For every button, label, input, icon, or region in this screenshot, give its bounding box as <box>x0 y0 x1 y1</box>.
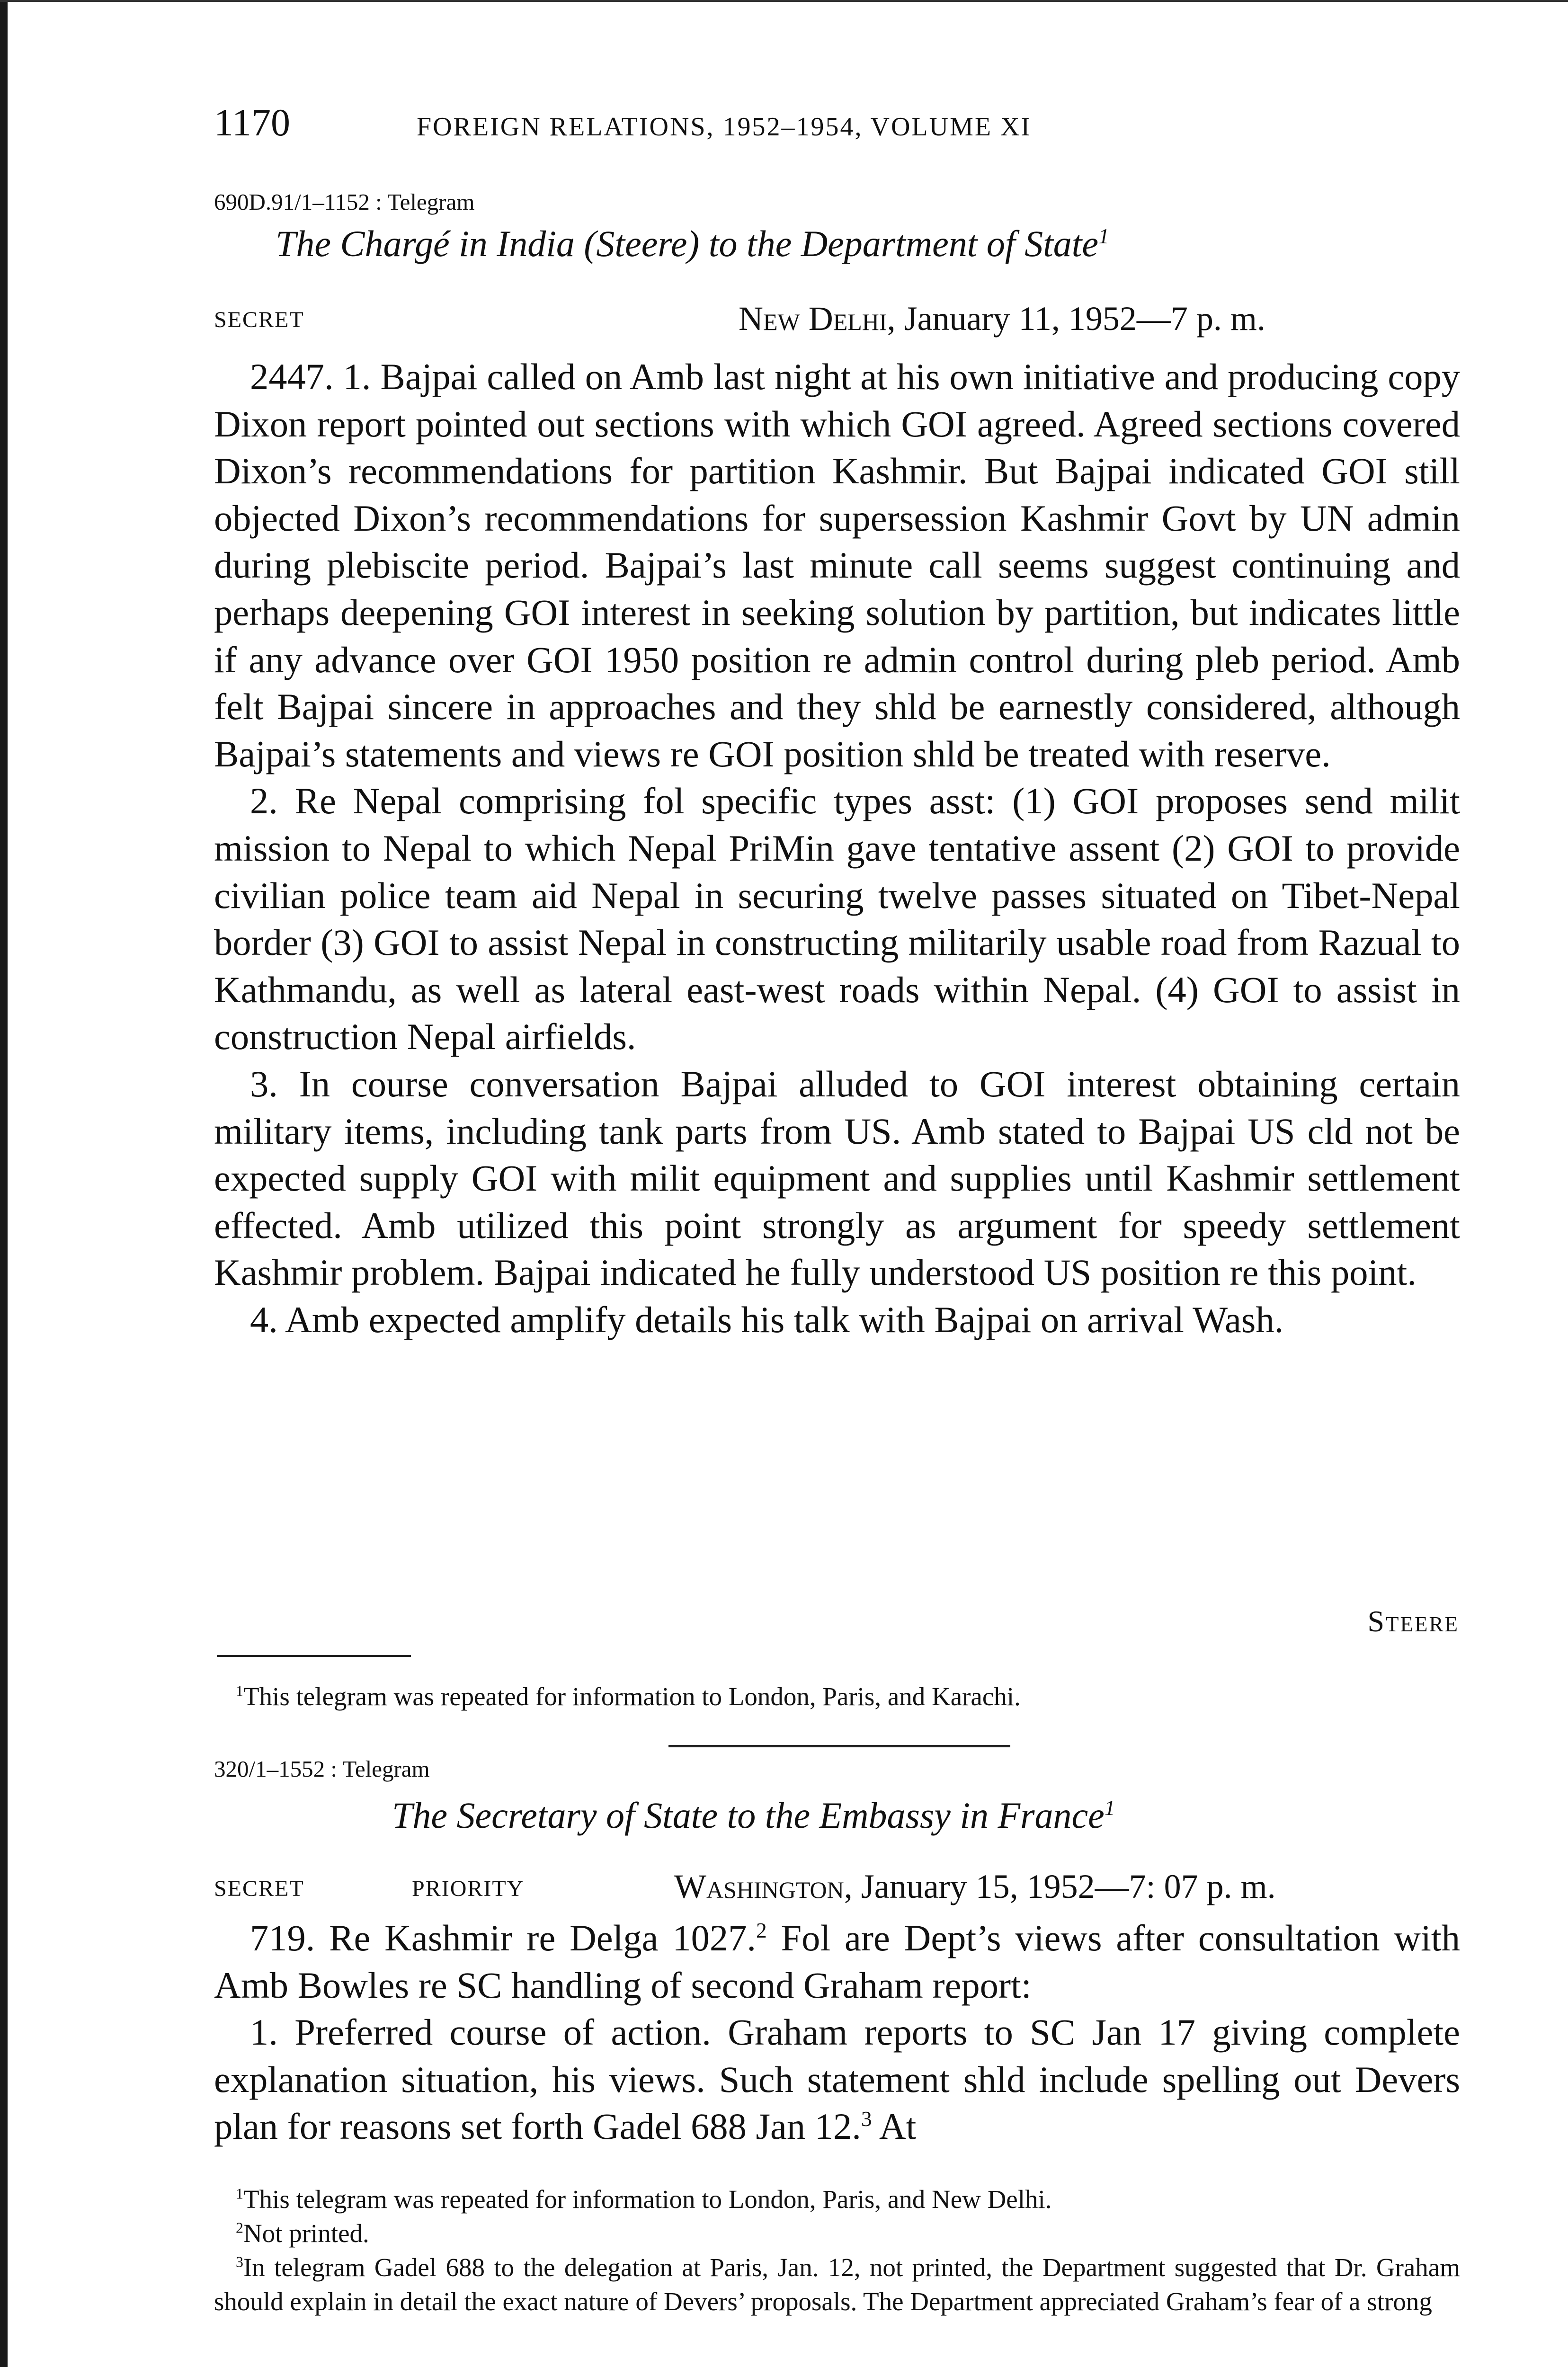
doc1-signature: Steere <box>1367 1604 1459 1638</box>
doc2-footnote-1-text: This telegram was repeated for information to London, Paris, and New Delhi. <box>243 2185 1052 2214</box>
doc2-paragraph-1-text: 719. Re Kashmir re Delga 1027. <box>250 1917 756 1958</box>
doc2-paragraph-2-text: 1. Preferred course of action. Graham reports to SC Jan 17 giving complete explanation situation, his views. Such statement shld include spelling out Devers plan for reasons set forth Gadel 688 Jan 12. <box>214 2011 1460 2147</box>
doc1-footnotes <box>214 1680 1460 1714</box>
doc2-title-text: The Secretary of State to the Embassy in France <box>392 1795 1105 1836</box>
doc1-paragraph-1: 2447. 1. Bajpai called on Amb last night at his own initiative and producing copy Dixon report pointed out sections with which GOI agreed. Agreed sections covered Dixon’s recommendations for partition Kashmir. But Bajpai indicated GOI still objected Dixon’s recommendations for supersession Kashmir Govt by UN admin during plebiscite period. Bajpai’s last minute call seems suggest continuing and perhaps deepening GOI interest in seeking solution by partition, but indicates little if any advance over GOI 1950 position re admin control during pleb period. Amb felt Bajpai sincere in approaches and they shld be earnestly considered, although Bajpai’s statements and views re GOI position shld be treated with reserve. <box>214 356 1460 774</box>
doc1-dateline <box>739 299 1265 338</box>
doc2-footnote-1-mark: 1 <box>236 2185 243 2202</box>
doc2-footnote-3 <box>214 2251 1460 2319</box>
doc2-paragraph-1 <box>214 1914 1460 2009</box>
doc1-paragraph-4: 4. Amb expected amplify details his talk with Bajpai on arrival Wash. <box>250 1299 1284 1340</box>
doc1-footnote-text: This telegram was repeated for information to London, Paris, and Karachi. <box>243 1682 1021 1711</box>
doc1-paragraph-3: 3. In course conversation Bajpai alluded to GOI interest obtaining certain military items, including tank parts from US. Amb stated to Bajpai US cld not be expected supply GOI with milit equipment and supplies until Kashmir settlement effected. Amb utilized this point strongly as argument for speedy settlement Kashmir problem. Bajpai indicated he fully understood US position re this point. <box>214 1063 1460 1293</box>
doc2-footnote-3-mark: 3 <box>236 2253 243 2270</box>
doc2-paragraph-2 <box>214 2009 1460 2150</box>
doc1-title-footnote-ref: 1 <box>1098 224 1109 248</box>
running-head: FOREIGN RELATIONS, 1952–1954, VOLUME XI <box>417 112 1032 142</box>
document-separator-rule <box>668 1745 1010 1747</box>
doc1-footnote-1 <box>214 1680 1460 1714</box>
scan-edge <box>0 0 8 2367</box>
doc1-footnote-mark: 1 <box>236 1682 243 1700</box>
doc1-file-number: 690D.91/1–1152 : Telegram <box>214 189 475 215</box>
doc2-footnote-2-mark: 2 <box>236 2219 243 2236</box>
scan-top-edge <box>0 0 1568 2</box>
doc2-dateline <box>674 1867 1276 1906</box>
doc2-paragraph-2-cont: At <box>872 2106 917 2147</box>
doc1-date: January 11, 1952—7 p. m. <box>904 300 1265 338</box>
doc2-date: January 15, 1952—7: 07 p. m. <box>861 1868 1276 1905</box>
doc2-classification: SECRET <box>214 1876 304 1901</box>
doc2-place: Washington, <box>674 1868 853 1905</box>
doc2-footnote-2-text: Not printed. <box>243 2219 369 2248</box>
doc2-footnote-2 <box>214 2216 1460 2251</box>
doc2-title-footnote-ref: 1 <box>1104 1796 1115 1820</box>
doc2-paragraph-2-note: 3 <box>861 2107 872 2131</box>
doc2-footnote-3-text: In telegram Gadel 688 to the delegation at Paris, Jan. 12, not printed, the Department suggested that Dr. Graham should explain in detail the exact nature of Devers’ proposals. The Department appreciated Graham’s fear of a strong <box>214 2253 1460 2316</box>
doc2-paragraph-1-note: 2 <box>756 1918 767 1942</box>
doc1-classification: SECRET <box>214 307 304 332</box>
doc2-paragraph-1-cont: Fol are Dept’s views after consultation with Amb Bowles re SC handling of second Graham report: <box>214 1917 1460 2006</box>
doc1-body <box>214 353 1460 1343</box>
doc1-place: New Delhi, <box>739 300 896 338</box>
doc1-paragraph-2: 2. Re Nepal comprising fol specific types asst: (1) GOI proposes send milit mission to Nepal to which Nepal PriMin gave tentative assent (2) GOI to provide civilian police team aid Nepal in securing twelve passes situated on Tibet-Nepal border (3) GOI to assist Nepal in constructing militarily usable road from Razual to Kathmandu, as well as lateral east-west roads within Nepal. (4) GOI to assist in construction Nepal airfields. <box>214 780 1460 1058</box>
doc2-priority: PRIORITY <box>412 1876 525 1901</box>
page-number: 1170 <box>214 101 290 144</box>
doc1-title <box>276 222 1109 265</box>
doc2-file-number: 320/1–1552 : Telegram <box>214 1756 430 1782</box>
doc2-title <box>392 1794 1115 1837</box>
doc2-body <box>214 1914 1460 2150</box>
doc1-footnote-rule <box>217 1655 411 1657</box>
doc1-title-text: The Chargé in India (Steere) to the Department of State <box>276 223 1099 264</box>
doc2-footnote-1 <box>214 2182 1460 2216</box>
doc2-footnotes <box>214 2182 1460 2319</box>
